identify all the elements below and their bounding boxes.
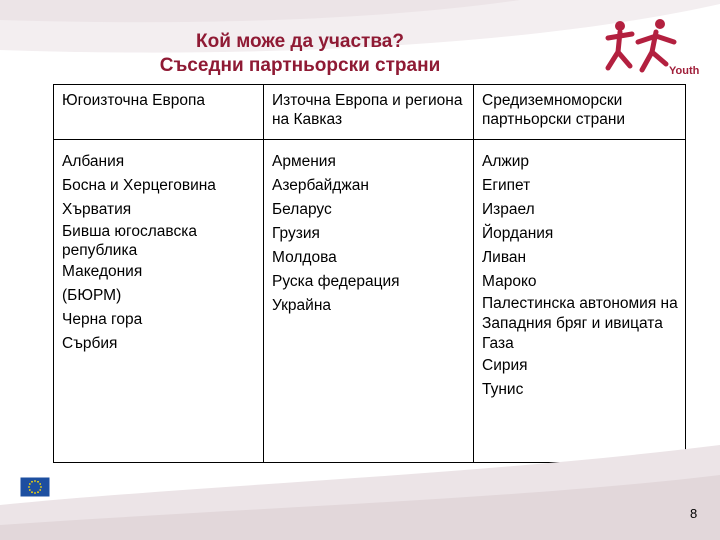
header-eastern-europe-caucasus: Източна Европа и региона на Кавказ <box>264 85 474 140</box>
country-item: Мароко <box>482 273 537 290</box>
country-item: Азербайджан <box>272 177 369 194</box>
country-item: Ливан <box>482 249 527 266</box>
slide-title <box>100 30 500 78</box>
country-item: Йордания <box>482 225 554 242</box>
country-item: Израел <box>482 201 535 218</box>
country-item: Молдова <box>272 249 337 266</box>
country-item: Сърбия <box>62 335 118 352</box>
country-item: Беларус <box>272 201 332 218</box>
country-item: Грузия <box>272 225 320 242</box>
title-line-2: Съседни партньорски страни <box>159 55 441 76</box>
table-row <box>54 140 686 463</box>
country-item: Алжир <box>482 153 530 170</box>
country-item: Тунис <box>482 381 524 398</box>
country-item: Албания <box>62 153 125 170</box>
footer-swoosh-decoration <box>0 445 720 540</box>
country-item: Босна и Херцеговина <box>62 177 216 194</box>
country-item: Сирия <box>482 357 528 374</box>
country-item: Армения <box>272 153 336 170</box>
country-item: Египет <box>482 177 531 194</box>
page-number: 8 <box>690 506 698 521</box>
eu-flag-icon <box>20 477 50 497</box>
country-item: Руска федерация <box>272 273 400 290</box>
partner-countries-table <box>53 84 686 463</box>
title-line-1: Кой може да участва? <box>196 31 404 52</box>
countries-cell-mediterranean-partners <box>474 140 686 463</box>
header-mediterranean-partners: Средиземноморски партньорски страни <box>474 85 686 140</box>
countries-cell-southeast-europe <box>54 140 264 463</box>
countries-cell-eastern-europe-caucasus <box>264 140 474 463</box>
logo-text: Youth <box>669 65 700 77</box>
table-header-row <box>54 85 686 140</box>
country-item: Палестинска автономия на Западния бряг и ивицата Газа <box>482 295 678 352</box>
country-item: (БЮРМ) <box>62 287 122 304</box>
country-item: Украйна <box>272 297 332 314</box>
country-item: Хърватия <box>62 201 132 218</box>
header-southeast-europe: Югоизточна Европа <box>54 85 264 140</box>
country-item: Македония <box>62 263 143 280</box>
country-item: Бивша югославска република <box>62 223 197 259</box>
country-item: Черна гора <box>62 311 143 328</box>
